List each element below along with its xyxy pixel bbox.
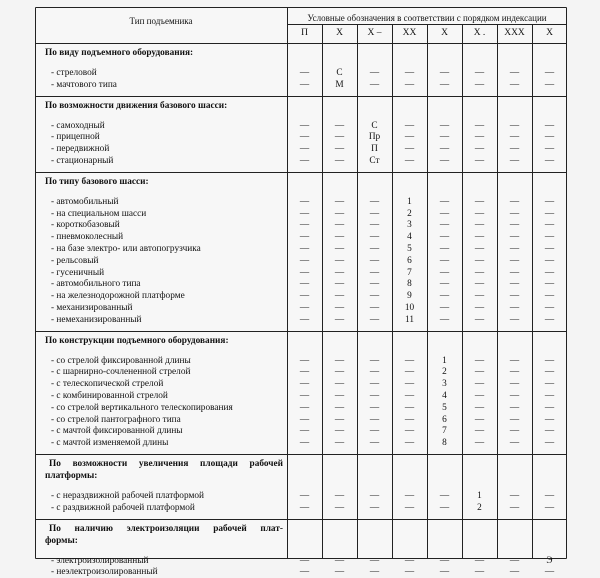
row-value: — <box>404 402 415 413</box>
row-value: — <box>369 267 380 278</box>
row-value: — <box>474 391 485 401</box>
row-value: — <box>299 291 310 302</box>
row-value: — <box>509 555 520 566</box>
row-value: — <box>404 502 415 513</box>
row-value: — <box>404 426 415 437</box>
row-label: - передвижной <box>51 144 110 155</box>
row-label: - автомобильный <box>51 196 119 207</box>
row-value: — <box>369 355 380 366</box>
row-value: — <box>404 79 415 90</box>
row-value: — <box>334 438 345 449</box>
row-value: — <box>299 555 310 566</box>
row-value: — <box>369 367 380 378</box>
row-value: — <box>544 144 555 155</box>
row-value: — <box>299 196 310 207</box>
row-value: — <box>334 567 345 578</box>
column-heading: X – <box>367 28 382 38</box>
row-value: — <box>509 255 520 266</box>
row-value: — <box>544 355 555 366</box>
row-value: 4 <box>442 391 447 401</box>
row-value: — <box>299 438 310 449</box>
row-value: 8 <box>407 279 412 290</box>
row-value: — <box>369 208 380 219</box>
row-value: — <box>334 502 345 513</box>
row-value: — <box>509 144 520 155</box>
row-value: — <box>299 314 310 325</box>
row-value: — <box>404 567 415 578</box>
group-title: формы: <box>45 535 78 546</box>
row-value: — <box>474 367 485 378</box>
row-value: — <box>369 491 380 501</box>
row-value: — <box>439 144 450 155</box>
row-value: — <box>509 567 520 578</box>
row-value: — <box>474 79 485 90</box>
row-label: - с телескопической стрелой <box>51 379 164 390</box>
row-value: — <box>334 491 345 501</box>
row-value: 2 <box>477 502 482 513</box>
row-label: - неэлектроизолированный <box>51 567 158 578</box>
row-value: — <box>369 567 380 578</box>
row-label: - с мачтой изменяемой длины <box>51 438 169 449</box>
type-column-header: Тип подъемника <box>129 16 193 26</box>
row-value: — <box>509 132 520 143</box>
row-value: — <box>334 196 345 207</box>
row-value: 11 <box>405 314 414 325</box>
row-value: — <box>544 132 555 143</box>
row-value: — <box>544 426 555 437</box>
row-label: - на базе электро- или автопогрузчика <box>51 244 201 254</box>
row-value: — <box>544 391 555 401</box>
row-value: — <box>509 438 520 449</box>
row-value: 9 <box>407 291 412 302</box>
classification-table <box>35 7 567 578</box>
row-value: — <box>509 232 520 243</box>
row-value: — <box>509 120 520 131</box>
row-value: 5 <box>407 244 412 254</box>
row-value: — <box>404 144 415 155</box>
row-value: — <box>334 208 345 219</box>
row-label: - автомобильного типа <box>51 279 141 290</box>
row-value: — <box>474 255 485 266</box>
row-value: — <box>544 379 555 390</box>
row-value: 4 <box>407 232 412 243</box>
row-value: — <box>509 402 520 413</box>
row-value: — <box>299 68 310 78</box>
row-value: — <box>334 244 345 254</box>
row-value: — <box>509 379 520 390</box>
row-value: — <box>404 120 415 131</box>
row-value: — <box>334 255 345 266</box>
row-value: — <box>509 79 520 90</box>
row-value: — <box>474 303 485 313</box>
row-value: — <box>404 68 415 78</box>
row-value: — <box>474 414 485 425</box>
row-value: — <box>509 367 520 378</box>
row-value: — <box>509 491 520 501</box>
row-value: — <box>334 220 345 231</box>
row-value: — <box>544 208 555 219</box>
group-title: По виду подъемного оборудования: <box>45 48 194 58</box>
row-value: — <box>369 79 380 90</box>
row-value: — <box>299 267 310 278</box>
row-value: — <box>509 502 520 513</box>
row-value: 6 <box>442 414 447 425</box>
row-value: — <box>509 279 520 290</box>
row-value: — <box>439 220 450 231</box>
row-value: — <box>299 144 310 155</box>
row-value: — <box>509 291 520 302</box>
notation-column-header: Условные обозначения в соответствии с порядком индексации <box>307 13 547 23</box>
row-value: — <box>369 220 380 231</box>
row-value: — <box>474 402 485 413</box>
row-value: — <box>334 144 345 155</box>
row-value: — <box>404 391 415 401</box>
row-value: 8 <box>442 438 447 449</box>
row-value: — <box>334 132 345 143</box>
row-value: — <box>509 244 520 254</box>
row-value: — <box>299 244 310 254</box>
row-value: — <box>544 232 555 243</box>
row-value: — <box>474 232 485 243</box>
row-value: — <box>509 267 520 278</box>
row-value: — <box>299 402 310 413</box>
row-value: Э <box>546 555 553 566</box>
row-value: — <box>439 279 450 290</box>
group-title: По возможности увеличения площади рабочей <box>49 459 283 469</box>
row-value: 2 <box>407 208 412 219</box>
row-value: 7 <box>407 267 412 278</box>
row-value: П <box>371 144 378 155</box>
row-value: — <box>334 267 345 278</box>
row-value: — <box>404 367 415 378</box>
row-value: — <box>439 303 450 313</box>
row-value: — <box>369 438 380 449</box>
row-value: — <box>474 291 485 302</box>
row-label: - со стрелой пантографного типа <box>51 414 181 425</box>
row-value: — <box>439 132 450 143</box>
column-heading: X <box>336 28 343 38</box>
group-title: По конструкции подъемного оборудования: <box>45 335 229 346</box>
row-value: — <box>439 314 450 325</box>
row-value: — <box>439 555 450 566</box>
row-value: — <box>404 132 415 143</box>
row-value: 7 <box>442 426 447 437</box>
row-value: Пр <box>368 132 381 143</box>
row-value: — <box>334 291 345 302</box>
row-value: — <box>299 379 310 390</box>
row-value: — <box>299 220 310 231</box>
row-label: - гусеничный <box>51 267 105 278</box>
row-value: — <box>474 144 485 155</box>
row-value: — <box>509 314 520 325</box>
row-value: — <box>404 438 415 449</box>
row-value: — <box>369 502 380 513</box>
row-value: — <box>474 314 485 325</box>
row-value: — <box>369 426 380 437</box>
row-value: — <box>369 279 380 290</box>
column-heading: XXX <box>504 28 525 38</box>
row-value: — <box>544 303 555 313</box>
row-value: — <box>509 220 520 231</box>
row-value: — <box>404 555 415 566</box>
row-value: — <box>474 68 485 78</box>
row-value: — <box>334 402 345 413</box>
row-value: 3 <box>407 220 412 231</box>
row-value: — <box>544 220 555 231</box>
row-value: — <box>334 303 345 313</box>
row-value: — <box>334 555 345 566</box>
row-label: - со стрелой вертикального телескопирования <box>51 402 233 413</box>
group-title: платформы: <box>45 471 98 481</box>
row-value: — <box>509 196 520 207</box>
row-value: — <box>474 567 485 578</box>
row-value: — <box>334 414 345 425</box>
row-value: — <box>544 79 555 90</box>
row-value: — <box>474 426 485 437</box>
row-value: — <box>544 156 555 166</box>
row-label: - на железнодорожной платформе <box>51 291 185 302</box>
row-value: 1 <box>477 491 482 501</box>
row-value: — <box>369 314 380 325</box>
row-value: — <box>299 391 310 401</box>
row-label: - стационарный <box>51 156 114 166</box>
row-value: — <box>334 232 345 243</box>
row-label: - с комбинированной стрелой <box>51 391 168 401</box>
row-value: — <box>299 414 310 425</box>
row-label: - стреловой <box>51 68 97 78</box>
row-value: 5 <box>442 402 447 413</box>
row-value: — <box>474 267 485 278</box>
row-value: — <box>544 438 555 449</box>
row-label: - короткобазовый <box>51 220 120 231</box>
row-value: — <box>404 156 415 166</box>
row-value: — <box>299 232 310 243</box>
row-value: — <box>299 491 310 501</box>
row-value: — <box>474 132 485 143</box>
row-value: — <box>509 355 520 366</box>
row-value: — <box>544 502 555 513</box>
row-value: — <box>369 402 380 413</box>
row-value: — <box>474 208 485 219</box>
row-value: — <box>474 355 485 366</box>
row-value: — <box>439 156 450 166</box>
row-value: — <box>299 208 310 219</box>
row-value: — <box>544 196 555 207</box>
group-title: По возможности движения базового шасси: <box>45 100 228 111</box>
row-value: — <box>369 196 380 207</box>
row-value: — <box>544 291 555 302</box>
row-value: — <box>334 314 345 325</box>
row-value: — <box>369 414 380 425</box>
row-label: - на специальном шасси <box>51 208 147 219</box>
row-label: - самоходный <box>51 120 105 131</box>
row-value: — <box>509 208 520 219</box>
row-value: — <box>299 255 310 266</box>
row-value: — <box>299 567 310 578</box>
row-value: — <box>404 355 415 366</box>
row-value: — <box>474 438 485 449</box>
row-label: - механизированный <box>51 303 133 313</box>
row-value: — <box>509 156 520 166</box>
row-value: — <box>509 414 520 425</box>
row-value: — <box>439 196 450 207</box>
row-value: 1 <box>442 355 447 366</box>
column-heading: XX <box>402 28 417 38</box>
row-value: С <box>336 68 343 78</box>
row-value: — <box>544 567 555 578</box>
row-value: — <box>544 267 555 278</box>
row-value: — <box>439 267 450 278</box>
row-label: - немеханизированный <box>51 314 142 325</box>
column-heading: X <box>546 28 553 38</box>
row-value: — <box>299 303 310 313</box>
row-value: — <box>544 402 555 413</box>
row-value: — <box>439 68 450 78</box>
row-label: - пневмоколесный <box>51 232 124 243</box>
row-value: М <box>335 79 344 90</box>
row-value: — <box>439 567 450 578</box>
row-value: — <box>334 426 345 437</box>
row-value: — <box>299 120 310 131</box>
group-title: По наличию электроизоляции рабочей плат- <box>49 523 283 534</box>
column-heading: X . <box>473 28 486 38</box>
row-value: — <box>299 279 310 290</box>
row-value: — <box>369 255 380 266</box>
row-value: — <box>299 79 310 90</box>
row-value: — <box>474 244 485 254</box>
group-title: По типу базового шасси: <box>45 176 149 187</box>
row-label: - мачтового типа <box>51 79 117 90</box>
row-value: — <box>544 68 555 78</box>
row-value: — <box>544 120 555 131</box>
row-value: — <box>299 355 310 366</box>
row-value: — <box>509 68 520 78</box>
row-label: - прицепной <box>51 132 100 143</box>
row-value: — <box>544 414 555 425</box>
row-value: — <box>544 255 555 266</box>
row-value: — <box>334 391 345 401</box>
row-value: — <box>299 132 310 143</box>
row-value: 10 <box>404 303 415 313</box>
row-value: — <box>439 502 450 513</box>
row-value: — <box>474 555 485 566</box>
row-value: — <box>544 279 555 290</box>
row-value: — <box>334 379 345 390</box>
row-value: — <box>369 303 380 313</box>
row-label: - с шарнирно-сочлененной стрелой <box>51 367 191 378</box>
row-value: — <box>474 379 485 390</box>
row-value: — <box>299 502 310 513</box>
row-value: — <box>299 367 310 378</box>
row-value: — <box>544 244 555 254</box>
row-value: — <box>439 232 450 243</box>
row-value: — <box>544 491 555 501</box>
row-value: — <box>369 391 380 401</box>
row-value: — <box>509 391 520 401</box>
row-value: — <box>509 426 520 437</box>
row-value: — <box>474 279 485 290</box>
row-label: - электроизолированный <box>51 555 149 566</box>
row-label: - со стрелой фиксированной длины <box>51 355 191 366</box>
row-value: — <box>334 156 345 166</box>
row-label: - с мачтой фиксированной длины <box>51 426 183 437</box>
row-value: — <box>369 555 380 566</box>
row-value: С <box>371 120 378 131</box>
row-value: — <box>369 68 380 78</box>
row-value: — <box>544 314 555 325</box>
row-value: — <box>334 120 345 131</box>
row-value: — <box>334 279 345 290</box>
row-label: - рельсовый <box>51 255 99 266</box>
row-value: — <box>369 244 380 254</box>
row-value: — <box>334 355 345 366</box>
row-value: — <box>439 255 450 266</box>
row-value: — <box>439 120 450 131</box>
row-value: — <box>474 220 485 231</box>
column-heading: X <box>441 28 448 38</box>
row-value: — <box>369 379 380 390</box>
row-label: - с раздвижной рабочей платформой <box>51 502 195 513</box>
row-value: — <box>334 367 345 378</box>
row-value: — <box>474 196 485 207</box>
row-value: — <box>404 379 415 390</box>
row-value: — <box>544 367 555 378</box>
row-value: 3 <box>442 379 447 390</box>
row-value: — <box>299 426 310 437</box>
row-value: — <box>404 414 415 425</box>
row-value: — <box>474 156 485 166</box>
row-value: — <box>439 244 450 254</box>
row-value: — <box>439 208 450 219</box>
row-value: — <box>299 156 310 166</box>
row-value: — <box>439 491 450 501</box>
row-value: 1 <box>407 196 412 207</box>
row-label: - с нераздвижной рабочей платформой <box>51 491 204 501</box>
row-value: — <box>509 303 520 313</box>
row-value: 6 <box>407 255 412 266</box>
column-heading: П <box>301 28 308 38</box>
row-value: — <box>439 79 450 90</box>
row-value: — <box>369 232 380 243</box>
row-value: — <box>404 491 415 501</box>
row-value: Ст <box>369 156 380 166</box>
row-value: — <box>439 291 450 302</box>
row-value: — <box>474 120 485 131</box>
row-value: 2 <box>442 367 447 378</box>
row-value: — <box>369 291 380 302</box>
